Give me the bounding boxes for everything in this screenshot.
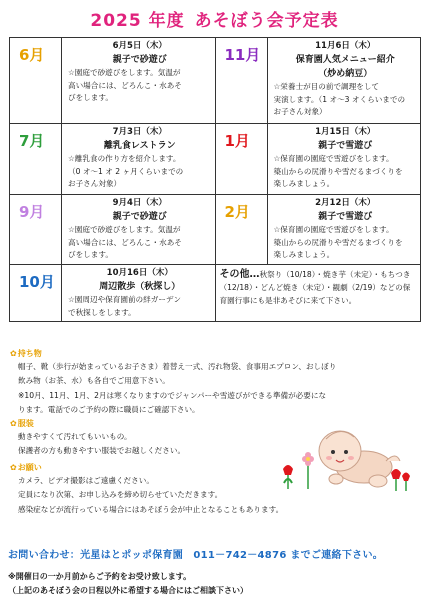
event-desc-line: 楽しみましょう。 [273, 250, 335, 259]
event-desc-line: びをします。 [68, 250, 113, 259]
page-title [0, 6, 429, 31]
note-line: ※開催日の一か月前からご予約をお受け致します。 [8, 572, 192, 581]
section-line: 定員になり次第、お申し込みを締め切らせていただきます。 [18, 490, 223, 500]
event-desc-line: ☆園周辺や保育園前の絆ガーデン [68, 295, 181, 304]
event-cell-january [267, 124, 421, 195]
event-title: 親子で雪遊び [318, 212, 373, 222]
clothes-section [10, 418, 280, 459]
event-desc-line: 高い場合には、どろんこ・水あそ [68, 80, 182, 90]
section-line: 飲み物（お茶、水）も各自でご用意下さい。 [18, 376, 170, 386]
event-desc-line: びをします。 [68, 93, 113, 102]
title-year: 2025 年度 [90, 11, 185, 31]
title-text: あそぼう会予定表 [194, 11, 339, 31]
other-events-line: もちつき（12/18）・どんど焼き（未定）・観劇（2/19）などの保育園行事にも是非あそびに来て下さい。 [219, 270, 411, 305]
other-events-line: 秋祭り（10/18）・焼き芋（未定）・ [259, 270, 381, 279]
event-date: 6月5日（木） [112, 41, 167, 51]
event-desc-line: 実演します。（1 オ～3 オくらいまでの [273, 94, 406, 104]
baby-figure [319, 431, 400, 487]
other-events-heading: その他… [219, 269, 260, 280]
pink-flower-icon [302, 452, 314, 489]
event-desc-line: 築山からの尻滑りや雪だるまづくりを [273, 237, 403, 247]
month-september: 9月 [10, 195, 62, 265]
month-february: 2月 [215, 195, 267, 265]
section-line: カメラ、ビデオ撮影はご遠慮ください。 [18, 476, 154, 485]
requests-heading: お願い [17, 463, 42, 472]
month-july: 7月 [10, 124, 62, 195]
event-title: 親子で砂遊び [112, 55, 167, 65]
event-title: 親子で雪遊び [318, 141, 373, 151]
schedule-row [10, 195, 421, 265]
event-cell-october [62, 265, 216, 322]
event-desc-line: ☆保育園の園庭で雪遊びをします。 [273, 225, 394, 234]
event-date: 10月16日（木） [106, 268, 173, 278]
event-desc-line: ☆園庭で砂遊びをします。気温が [68, 68, 181, 77]
event-title: 保育園人気メニュー紹介 [295, 55, 395, 65]
event-subtitle: （炒め納豆） [318, 69, 373, 79]
event-desc-line: ☆離乳食の作り方を紹介します。 [68, 154, 181, 163]
schedule-row [10, 265, 421, 322]
event-desc-line: （0 オ～1 オ 2 ヶ月くらいまでの [68, 166, 184, 176]
event-desc-line: 築山からの尻滑りや雪だるまづくりを [273, 166, 403, 176]
section-line: ります。電話でのご予約の際に職員にご確認下さい。 [18, 404, 200, 414]
section-heading [10, 348, 420, 360]
section-line: 動きやすくて汚れてもいいもの。 [18, 432, 132, 441]
event-desc-line: 楽しみましょう。 [273, 179, 335, 188]
schedule-row [10, 38, 421, 124]
event-desc-line: お子さん対象） [68, 179, 122, 188]
event-date: 1月15日（木） [315, 127, 376, 137]
contact-line: お問い合わせ：光星はとポッポ保育園 011－742－4876 までご連絡下さい。 [8, 550, 384, 561]
note-line: （上記のあそぼう会の日程以外に希望する場合にはご相談下さい） [8, 586, 248, 595]
other-events-text [220, 268, 418, 307]
event-desc-line: で秋探しをします。 [68, 307, 136, 317]
month-october: 10月 [10, 265, 62, 322]
month-november: 11月 [215, 38, 267, 124]
flower-icon: ✿ [10, 419, 17, 428]
schedule-table [9, 37, 421, 322]
section-line: ※10月、11月、1月、2月は寒くなりますのでジャンパーや雪遊びができる準備が必要にな [18, 390, 327, 400]
tulip-icon [391, 469, 410, 491]
event-cell-november [267, 38, 421, 124]
section-line: 帽子、靴（歩行が始まっているお子さま）着替え一式、汚れ物袋、食事用エプロン、おしぼり [18, 362, 337, 371]
notes-section [8, 570, 423, 598]
event-desc-line: ☆保育園の園庭で雪遊びをします。 [273, 154, 394, 163]
schedule-row [10, 124, 421, 195]
month-june: 6月 [10, 38, 62, 124]
tulip-icon [283, 465, 293, 489]
event-cell-june [62, 38, 216, 124]
crawling-baby-illustration [278, 405, 414, 497]
event-date: 11月6日（木） [315, 41, 376, 51]
event-cell-september [62, 195, 216, 265]
event-desc-line: ☆園庭で砂遊びをします。気温が [68, 225, 181, 234]
event-cell-february [267, 195, 421, 265]
event-cell-july [62, 124, 216, 195]
event-title: 周辺散歩（秋探し） [99, 282, 181, 292]
event-date: 2月12日（木） [315, 198, 376, 208]
event-desc-line: お子さん対象） [273, 107, 327, 116]
event-date: 9月4日（木） [112, 198, 167, 208]
event-title: 離乳食レストラン [103, 141, 176, 151]
month-january: 1月 [215, 124, 267, 195]
flower-icon: ✿ [10, 349, 17, 358]
event-date: 7月3日（木） [112, 127, 167, 137]
event-title: 親子で砂遊び [112, 212, 167, 222]
clothes-heading: 服装 [17, 419, 34, 428]
section-line: 感染症などが流行っている場合にはあそぼう会が中止となることもあります。 [18, 504, 284, 514]
event-desc-line: 高い場合には、どろんこ・水あそ [68, 237, 182, 247]
bring-heading: 持ち物 [17, 349, 42, 358]
section-line: 保護者の方も動きやすい服装でお越しください。 [18, 446, 186, 456]
flower-icon: ✿ [10, 463, 17, 472]
section-heading [10, 418, 280, 430]
other-events-cell [215, 265, 421, 322]
event-desc-line: ☆栄養士が目の前で調理をして [273, 82, 380, 91]
